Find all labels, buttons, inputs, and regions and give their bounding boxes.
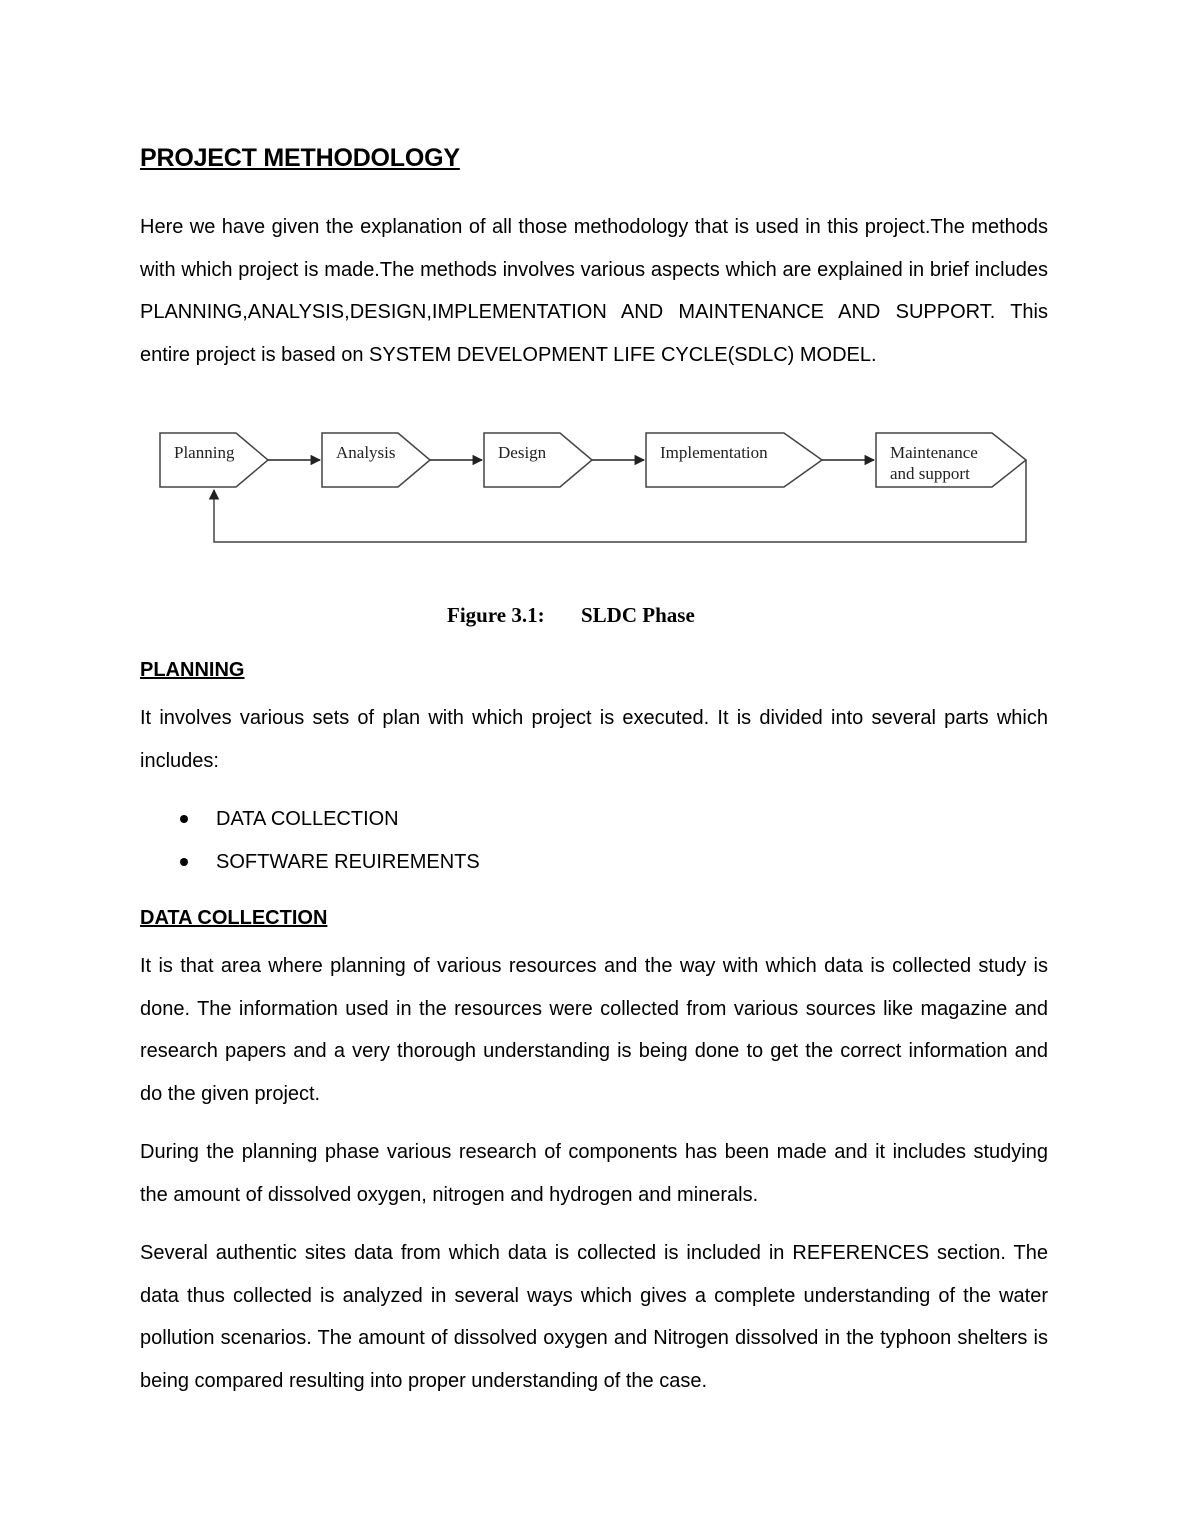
data-collection-heading: DATA COLLECTION: [140, 907, 328, 929]
list-item-label: SOFTWARE REUIREMENTS: [216, 851, 480, 873]
data-collection-paragraph-2: During the planning phase various research of components has been made and it includes studying the amount of dissolved oxygen, nitrogen and hydrogen and minerals.: [140, 1141, 1048, 1206]
list-item: [140, 841, 480, 884]
phase-label-maintenance: Maintenance: [890, 443, 978, 462]
phase-label-implementation: Implementation: [660, 443, 768, 462]
list-item: [140, 798, 480, 841]
page-title: PROJECT METHODOLOGY: [140, 144, 460, 172]
phase-label-design: Design: [498, 443, 547, 462]
planning-heading: PLANNING: [140, 659, 245, 681]
intro-paragraph: Here we have given the explanation of all those methodology that is used in this project.The methods with which project is made.The methods involves various aspects which are explained in brief includes PLANNING,ANALYSIS,DESIGN,IMPLEMENTATION AND MAINTENANCE AND SUPPORT. This entire project is based on SYSTEM DEVELOPMENT LIFE CYCLE(SDLC) MODEL.: [140, 216, 1048, 367]
bullet-icon: [180, 858, 188, 866]
phase-label-analysis: Analysis: [336, 443, 396, 462]
data-collection-paragraph-1: It is that area where planning of various resources and the way with which data is collected study is done. The information used in the resources were collected from various sources like magazine and research papers and a very thorough understanding is being done to get the correct information and do the given project.: [140, 955, 1048, 1106]
sdlc-diagram: [150, 420, 1040, 560]
phase-label-support: and support: [890, 464, 970, 483]
figure-caption-number: Figure 3.1:: [447, 603, 545, 627]
phase-label-planning: Planning: [174, 443, 235, 462]
data-collection-paragraph-3: Several authentic sites data from which data is collected is included in REFERENCES section. The data thus collected is analyzed in several ways which gives a complete understanding of the water pollution scenarios. The amount of dissolved oxygen and Nitrogen dissolved in the typhoon shelters is being compared resulting into proper understanding of the case.: [140, 1242, 1048, 1393]
figure-caption: [447, 603, 695, 628]
planning-list: [140, 798, 480, 884]
figure-caption-title: SLDC Phase: [581, 603, 695, 627]
list-item-label: DATA COLLECTION: [216, 808, 399, 830]
bullet-icon: [180, 815, 188, 823]
planning-paragraph: It involves various sets of plan with which project is executed. It is divided into several parts which includes:: [140, 707, 1048, 772]
